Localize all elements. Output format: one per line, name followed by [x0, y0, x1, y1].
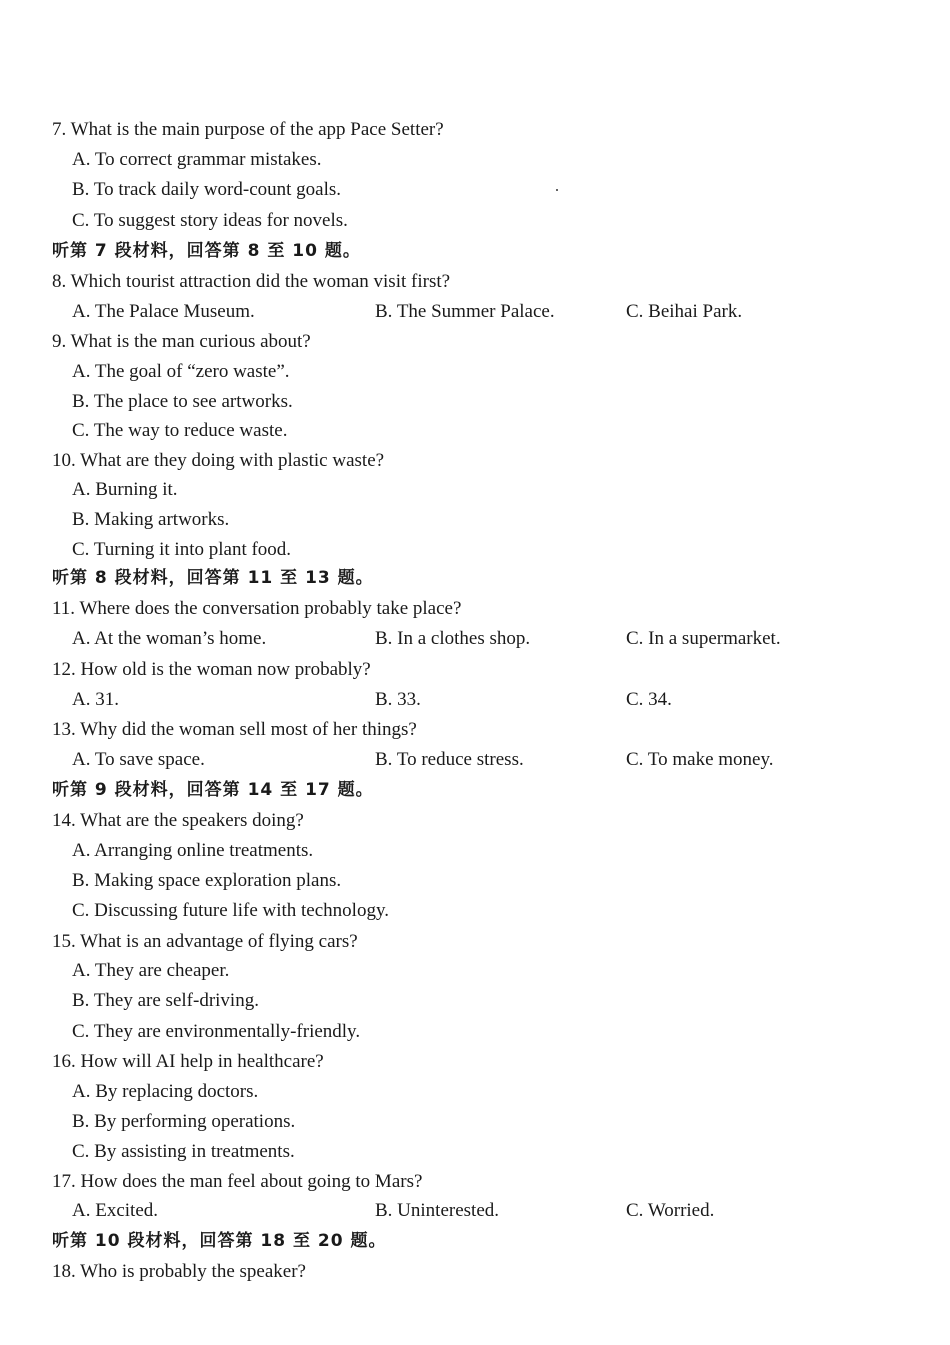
scan-speck [556, 189, 558, 191]
question-13: 13. Why did the woman sell most of her things? [52, 719, 417, 740]
question-9: 9. What is the man curious about? [52, 331, 311, 352]
option-7b: B. To track daily word-count goals. [72, 179, 342, 200]
option-10b: B. Making artworks. [72, 509, 230, 530]
option-14b: B. Making space exploration plans. [72, 870, 342, 891]
option-7c: C. To suggest story ideas for novels. [72, 210, 348, 231]
option-7a: A. To correct grammar mistakes. [72, 149, 322, 170]
option-17a: A. Excited. [72, 1200, 159, 1221]
option-11a: A. At the woman’s home. [72, 628, 267, 649]
option-15a: A. They are cheaper. [72, 960, 230, 981]
option-16a: A. By replacing doctors. [72, 1081, 259, 1102]
option-12c: C. 34. [626, 689, 672, 710]
option-9b: B. The place to see artworks. [72, 391, 293, 412]
question-8: 8. Which tourist attraction did the woman visit first? [52, 271, 451, 292]
option-13b: B. To reduce stress. [375, 749, 524, 770]
option-13a: A. To save space. [72, 749, 205, 770]
section-heading-7: 听第 7 段材料，回答第 8 至 10 题。 [52, 241, 361, 261]
option-13c: C. To make money. [626, 749, 774, 770]
option-8a: A. The Palace Museum. [72, 301, 255, 322]
question-14: 14. What are the speakers doing? [52, 810, 304, 831]
option-14a: A. Arranging online treatments. [72, 840, 314, 861]
question-12: 12. How old is the woman now probably? [52, 659, 371, 680]
question-15: 15. What is an advantage of flying cars? [52, 931, 358, 952]
option-16c: C. By assisting in treatments. [72, 1141, 295, 1162]
option-10a: A. Burning it. [72, 479, 178, 500]
option-11b: B. In a clothes shop. [375, 628, 531, 649]
option-8b: B. The Summer Palace. [375, 301, 555, 322]
option-10c: C. Turning it into plant food. [72, 539, 292, 560]
option-14c: C. Discussing future life with technology. [72, 900, 389, 921]
section-heading-8: 听第 8 段材料，回答第 11 至 13 题。 [52, 568, 374, 588]
option-9a: A. The goal of “zero waste”. [72, 361, 290, 382]
question-7: 7. What is the main purpose of the app Pace Setter? [52, 119, 444, 140]
option-11c: C. In a supermarket. [626, 628, 781, 649]
option-17b: B. Uninterested. [375, 1200, 500, 1221]
question-11: 11. Where does the conversation probably take place? [52, 598, 462, 619]
option-8c: C. Beihai Park. [626, 301, 743, 322]
question-18: 18. Who is probably the speaker? [52, 1261, 306, 1282]
option-17c: C. Worried. [626, 1200, 715, 1221]
option-9c: C. The way to reduce waste. [72, 420, 288, 441]
question-10: 10. What are they doing with plastic waste? [52, 450, 385, 471]
option-12b: B. 33. [375, 689, 421, 710]
question-16: 16. How will AI help in healthcare? [52, 1051, 324, 1072]
section-heading-10: 听第 10 段材料，回答第 18 至 20 题。 [52, 1231, 387, 1251]
option-16b: B. By performing operations. [72, 1111, 296, 1132]
option-12a: A. 31. [72, 689, 119, 710]
option-15c: C. They are environmentally-friendly. [72, 1021, 361, 1042]
option-15b: B. They are self-driving. [72, 990, 259, 1011]
section-heading-9: 听第 9 段材料，回答第 14 至 17 题。 [52, 780, 374, 800]
question-17: 17. How does the man feel about going to Mars? [52, 1171, 423, 1192]
